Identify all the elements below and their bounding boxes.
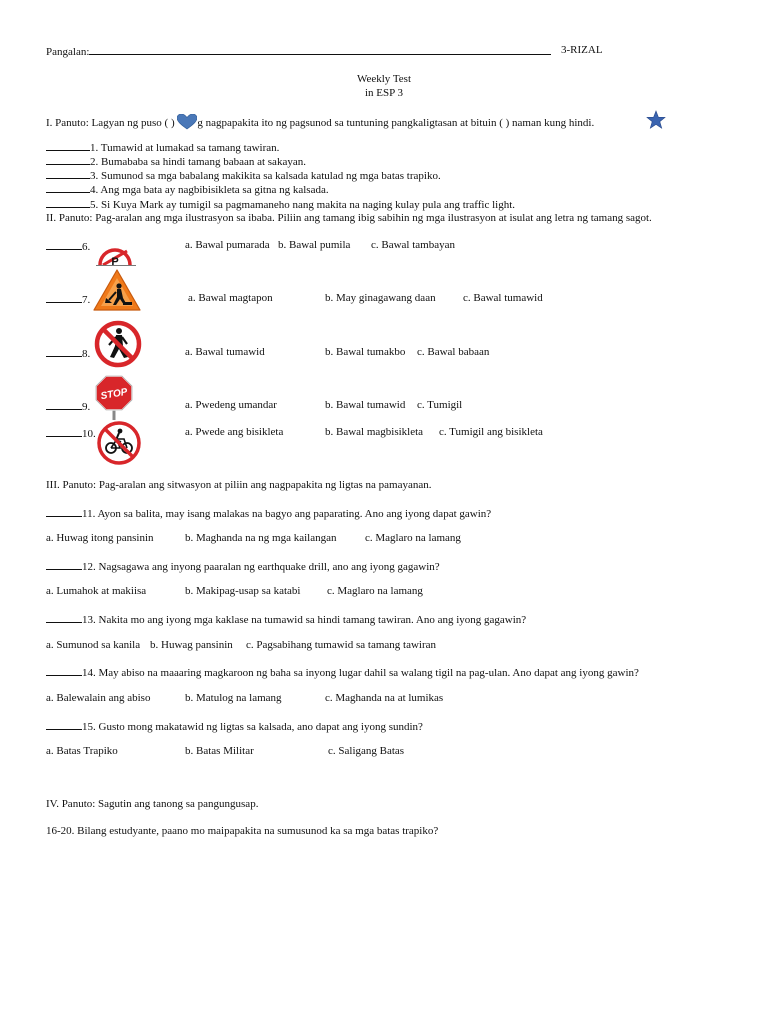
part1-item-1: 1. Tumawid at lumakad sa tamang tawiran.: [46, 140, 279, 155]
no-parking-sign-icon: [96, 246, 136, 266]
part1-instruction: I. Panuto: Lagyan ng puso ( ) g nagpapakita ito ng pagsunod sa tuntuning pangkaligtasan at bituin ( ) naman kung hindi.: [46, 114, 594, 130]
item-11-option-b: b. Maghanda na ng mga kailangan: [185, 532, 337, 544]
item-9-option-a: a. Pwedeng umandar: [185, 399, 277, 411]
item-6-option-a: a. Bawal pumarada: [185, 239, 270, 251]
answer-blank[interactable]: [46, 612, 82, 623]
part1-item-3: 3. Sumunod sa mga babalang makikita sa kalsada katulad ng mga batas trapiko.: [46, 168, 441, 183]
item-7-option-c: c. Bawal tumawid: [463, 292, 543, 304]
part2-item-9: 9.: [46, 399, 90, 414]
part2-item-7: 7.: [46, 292, 90, 307]
part1-item-5: 5. Si Kuya Mark ay tumigil sa pagmamaneho nang makita na naging kulay pula ang traffic light.: [46, 197, 515, 212]
item-15-option-a: a. Batas Trapiko: [46, 745, 118, 757]
svg-text:P: P: [111, 256, 119, 266]
name-answer-blank[interactable]: [89, 44, 551, 55]
road-work-sign-icon: [92, 268, 142, 312]
item-6-option-c: c. Bawal tambayan: [371, 239, 455, 251]
part2-item-10: 10.: [46, 426, 96, 441]
answer-blank[interactable]: [46, 719, 82, 730]
answer-blank[interactable]: [46, 292, 82, 303]
item-14-option-b: b. Matulog na lamang: [185, 692, 282, 704]
item-15-option-b: b. Batas Militar: [185, 745, 254, 757]
part3-question-13: 13. Nakita mo ang iyong mga kaklase na tumawid sa hindi tamang tawiran. Ano ang iyong gagawin?: [46, 612, 526, 627]
part3-question-15: 15. Gusto mong makatawid ng ligtas sa kalsada, ano dapat ang iyong sundin?: [46, 719, 423, 734]
heart-icon: [177, 114, 197, 130]
item-13-option-b: b. Huwag pansinin: [150, 639, 233, 651]
item-10-option-c: c. Tumigil ang bisikleta: [439, 426, 543, 438]
answer-blank[interactable]: [46, 197, 90, 208]
item-9-option-b: b. Bawal tumawid: [325, 399, 406, 411]
item-11-option-c: c. Maglaro na lamang: [365, 532, 461, 544]
item-15-option-c: c. Saligang Batas: [328, 745, 405, 757]
answer-blank[interactable]: [46, 426, 82, 437]
part3-question-14: 14. May abiso na maaaring magkaroon ng baha sa inyong lugar dahil sa walang tigil na pag-ulan. Ano dapat ang iyong gawin?: [46, 665, 639, 680]
item-10-option-a: a. Pwede ang bisikleta: [185, 426, 284, 438]
name-label: Pangalan:: [46, 46, 90, 58]
part3-instruction: III. Panuto: Pag-aralan ang sitwasyon at piliin ang nagpapakita ng ligtas na pamayanan.: [46, 479, 432, 491]
answer-blank[interactable]: [46, 154, 90, 165]
part4-instruction: IV. Panuto: Sagutin ang tanong sa pangungusap.: [46, 798, 259, 810]
part2-item-8: 8.: [46, 346, 90, 361]
item-9-option-c: c. Tumigil: [417, 399, 463, 411]
answer-blank[interactable]: [46, 506, 82, 517]
part2-instruction: II. Panuto: Pag-aralan ang mga ilustrasyon sa ibaba. Piliin ang tamang ibig sabihin ng mga ilustrasyon at isulat ang letra ng tamang sagot.: [46, 212, 652, 224]
answer-blank[interactable]: [46, 168, 90, 179]
part3-question-12: 12. Nagsagawa ang inyong paaralan ng earthquake drill, ano ang iyong gagawin?: [46, 559, 440, 574]
stop-sign-text: STOP: [99, 386, 129, 403]
item-8-option-c: c. Bawal babaan: [417, 346, 490, 358]
item-8-option-a: a. Bawal tumawid: [185, 346, 265, 358]
answer-blank[interactable]: [46, 346, 82, 357]
star-icon: [646, 110, 666, 130]
item-7-option-b: b. May ginagawang daan: [325, 292, 436, 304]
item-12-option-c: c. Maglaro na lamang: [327, 585, 423, 597]
item-6-option-b: b. Bawal pumila: [278, 239, 351, 251]
item-13-option-a: a. Sumunod sa kanila: [46, 639, 141, 651]
part1-item-2: 2. Bumababa sa hindi tamang babaan at sakayan.: [46, 154, 306, 169]
answer-blank[interactable]: [46, 559, 82, 570]
test-title: Weekly Test: [356, 73, 412, 85]
answer-blank[interactable]: [46, 140, 90, 151]
part4-question: 16-20. Bilang estudyante, paano mo maipapakita na sumusunod ka sa mga batas trapiko?: [46, 825, 439, 837]
no-bicycle-sign-icon: [96, 420, 142, 466]
item-7-option-a: a. Bawal magtapon: [188, 292, 273, 304]
answer-blank[interactable]: [46, 665, 82, 676]
part3-question-11: 11. Ayon sa balita, may isang malakas na bagyo ang paparating. Ano ang iyong dapat gawin?: [46, 506, 491, 521]
answer-blank[interactable]: [46, 182, 90, 193]
name-line: [46, 44, 551, 59]
item-13-option-c: c. Pagsabihang tumawid sa tamang tawiran: [246, 639, 437, 651]
stop-sign-icon: [94, 374, 134, 420]
test-subtitle: in ESP 3: [364, 87, 404, 99]
no-pedestrian-sign-icon: [94, 320, 142, 368]
part1-item-4: 4. Ang mga bata ay nagbibisikleta sa gitna ng kalsada.: [46, 182, 329, 197]
item-11-option-a: a. Huwag itong pansinin: [46, 532, 154, 544]
answer-blank[interactable]: [46, 239, 82, 250]
item-14-option-a: a. Balewalain ang abiso: [46, 692, 151, 704]
part2-item-6: 6.: [46, 239, 90, 254]
item-8-option-b: b. Bawal tumakbo: [325, 346, 406, 358]
item-10-option-b: b. Bawal magbisikleta: [325, 426, 424, 438]
item-14-option-c: c. Maghanda na at lumikas: [325, 692, 444, 704]
section-label: 3-RIZAL: [561, 44, 603, 56]
answer-blank[interactable]: [46, 399, 82, 410]
item-12-option-b: b. Makipag-usap sa katabi: [185, 585, 301, 597]
item-12-option-a: a. Lumahok at makiisa: [46, 585, 147, 597]
